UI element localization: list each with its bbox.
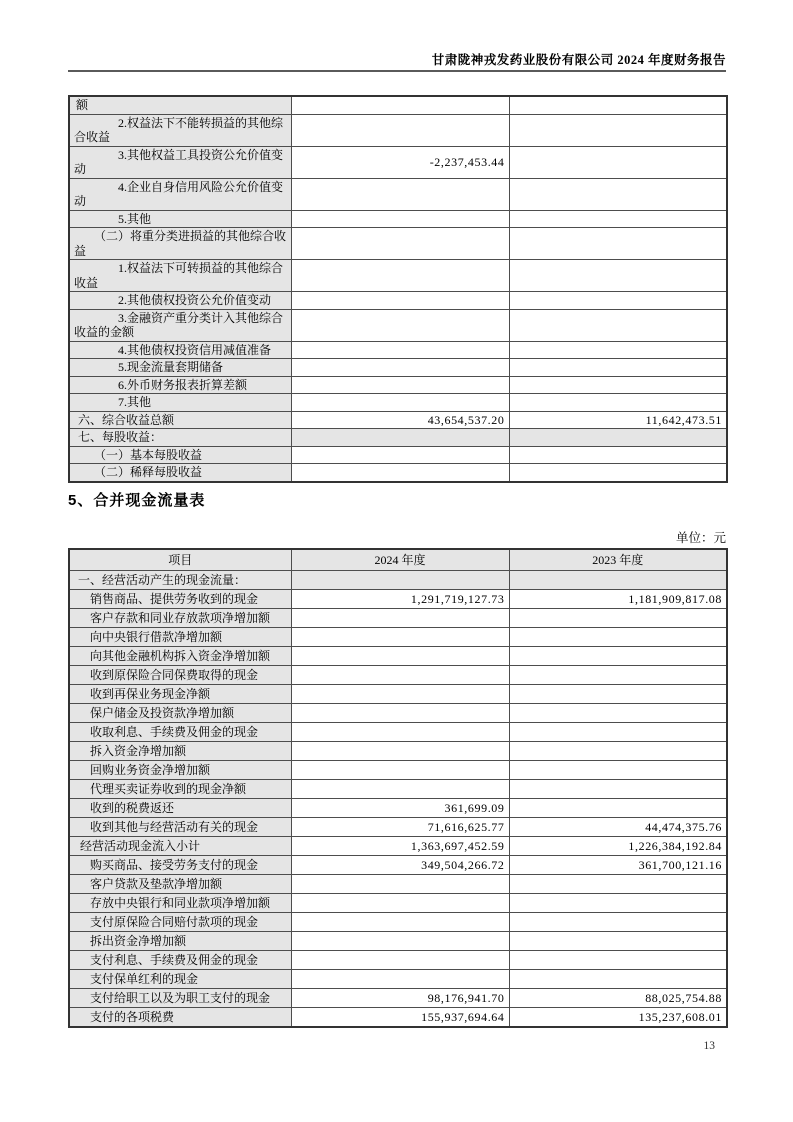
value-2024 bbox=[291, 571, 509, 590]
value-2024 bbox=[291, 394, 509, 412]
value-2023: 88,025,754.88 bbox=[509, 989, 727, 1008]
value-2024: 361,699.09 bbox=[291, 799, 509, 818]
value-2024 bbox=[291, 780, 509, 799]
table-row bbox=[69, 590, 727, 609]
value-2024 bbox=[291, 292, 509, 310]
table-row bbox=[69, 394, 727, 412]
value-2023 bbox=[509, 970, 727, 989]
value-2024 bbox=[291, 723, 509, 742]
value-2023 bbox=[509, 114, 727, 146]
row-label: 一、经营活动产生的现金流量： bbox=[69, 571, 291, 590]
value-2023: 135,237,608.01 bbox=[509, 1008, 727, 1028]
table-row bbox=[69, 359, 727, 377]
value-2023 bbox=[509, 359, 727, 377]
table-row bbox=[69, 146, 727, 178]
value-2023 bbox=[509, 146, 727, 178]
value-2024: 1,291,719,127.73 bbox=[291, 590, 509, 609]
value-2024 bbox=[291, 761, 509, 780]
column-header-2023: 2023 年度 bbox=[509, 549, 727, 571]
value-2023 bbox=[509, 464, 727, 482]
value-2023 bbox=[509, 932, 727, 951]
table-row bbox=[69, 260, 727, 292]
table-row bbox=[69, 464, 727, 482]
row-label: 收到的税费返还 bbox=[69, 799, 291, 818]
section-heading-cash-flow-statement: 5、合并现金流量表 bbox=[68, 492, 206, 509]
value-2024 bbox=[291, 341, 509, 359]
value-2023 bbox=[509, 341, 727, 359]
value-2023 bbox=[509, 394, 727, 412]
column-header-item: 项目 bbox=[69, 549, 291, 571]
value-2023 bbox=[509, 704, 727, 723]
row-label: 保户储金及投资款净增加额 bbox=[69, 704, 291, 723]
row-label: 七、每股收益： bbox=[69, 429, 291, 447]
value-2023 bbox=[509, 723, 727, 742]
value-2023 bbox=[509, 666, 727, 685]
value-2023 bbox=[509, 780, 727, 799]
table-row bbox=[69, 446, 727, 464]
value-2024 bbox=[291, 359, 509, 377]
table-row bbox=[69, 818, 727, 837]
row-label: 1.权益法下可转损益的其他综合收益 bbox=[69, 260, 291, 292]
row-label: 收到再保业务现金净额 bbox=[69, 685, 291, 704]
value-2023 bbox=[509, 376, 727, 394]
row-label: 向中央银行借款净增加额 bbox=[69, 628, 291, 647]
row-label: 4.企业自身信用风险公允价值变动 bbox=[69, 178, 291, 210]
value-2024: 71,616,625.77 bbox=[291, 818, 509, 837]
value-2023 bbox=[509, 309, 727, 341]
row-label: （一）基本每股收益 bbox=[69, 446, 291, 464]
table-row bbox=[69, 837, 727, 856]
row-label: 3.其他权益工具投资公允价值变动 bbox=[69, 146, 291, 178]
value-2024 bbox=[291, 114, 509, 146]
value-2024: 349,504,266.72 bbox=[291, 856, 509, 875]
table-row bbox=[69, 685, 727, 704]
value-2024 bbox=[291, 875, 509, 894]
value-2023 bbox=[509, 96, 727, 114]
value-2024: 43,654,537.20 bbox=[291, 411, 509, 429]
row-label: 额 bbox=[69, 96, 291, 114]
value-2024 bbox=[291, 609, 509, 628]
report-header-title: 甘肃陇神戎发药业股份有限公司 2024 年度财务报告 bbox=[431, 53, 726, 67]
table-row bbox=[69, 723, 727, 742]
row-label: 5.其他 bbox=[69, 210, 291, 228]
value-2024 bbox=[291, 464, 509, 482]
row-label: 经营活动现金流入小计 bbox=[69, 837, 291, 856]
value-2023 bbox=[509, 292, 727, 310]
table-row bbox=[69, 210, 727, 228]
value-2024 bbox=[291, 309, 509, 341]
value-2023 bbox=[509, 894, 727, 913]
table-row bbox=[69, 989, 727, 1008]
table-row bbox=[69, 571, 727, 590]
row-label: 销售商品、提供劳务收到的现金 bbox=[69, 590, 291, 609]
page-number: 13 bbox=[703, 1040, 715, 1052]
row-label: 向其他金融机构拆入资金净增加额 bbox=[69, 647, 291, 666]
value-2024 bbox=[291, 894, 509, 913]
row-label: 拆出资金净增加额 bbox=[69, 932, 291, 951]
table-row bbox=[69, 856, 727, 875]
table-row bbox=[69, 970, 727, 989]
table-row bbox=[69, 1008, 727, 1028]
row-label: 拆入资金净增加额 bbox=[69, 742, 291, 761]
unit-label: 单位：元 bbox=[675, 531, 726, 545]
table-row bbox=[69, 411, 727, 429]
value-2024: 98,176,941.70 bbox=[291, 989, 509, 1008]
value-2024 bbox=[291, 932, 509, 951]
row-label: 存放中央银行和同业款项净增加额 bbox=[69, 894, 291, 913]
value-2024 bbox=[291, 628, 509, 647]
value-2024 bbox=[291, 96, 509, 114]
table-row bbox=[69, 761, 727, 780]
table-row bbox=[69, 429, 727, 447]
table-row bbox=[69, 114, 727, 146]
table-header-row bbox=[69, 549, 727, 571]
value-2023 bbox=[509, 799, 727, 818]
value-2023: 361,700,121.16 bbox=[509, 856, 727, 875]
value-2023 bbox=[509, 913, 727, 932]
row-label: 支付给职工以及为职工支付的现金 bbox=[69, 989, 291, 1008]
table-row bbox=[69, 913, 727, 932]
row-label: 收取利息、手续费及佣金的现金 bbox=[69, 723, 291, 742]
table-row bbox=[69, 341, 727, 359]
row-label: 2.其他债权投资公允价值变动 bbox=[69, 292, 291, 310]
value-2023 bbox=[509, 685, 727, 704]
row-label: 客户存款和同业存放款项净增加额 bbox=[69, 609, 291, 628]
table-row bbox=[69, 376, 727, 394]
value-2024 bbox=[291, 376, 509, 394]
table-row bbox=[69, 704, 727, 723]
table-row bbox=[69, 228, 727, 260]
table-row bbox=[69, 96, 727, 114]
table-row bbox=[69, 609, 727, 628]
value-2024 bbox=[291, 970, 509, 989]
row-label: （二）将重分类进损益的其他综合收益 bbox=[69, 228, 291, 260]
value-2023 bbox=[509, 742, 727, 761]
value-2023 bbox=[509, 951, 727, 970]
value-2024 bbox=[291, 228, 509, 260]
table-row bbox=[69, 647, 727, 666]
value-2023 bbox=[509, 628, 727, 647]
value-2023 bbox=[509, 178, 727, 210]
value-2023 bbox=[509, 260, 727, 292]
value-2023 bbox=[509, 228, 727, 260]
table-row bbox=[69, 292, 727, 310]
value-2024 bbox=[291, 210, 509, 228]
header-divider-line bbox=[68, 70, 726, 72]
table-row bbox=[69, 309, 727, 341]
value-2024 bbox=[291, 704, 509, 723]
row-label: 7.其他 bbox=[69, 394, 291, 412]
value-2023 bbox=[509, 429, 727, 447]
value-2024 bbox=[291, 951, 509, 970]
row-label: 3.金融资产重分类计入其他综合收益的金额 bbox=[69, 309, 291, 341]
value-2023 bbox=[509, 875, 727, 894]
row-label: （二）稀释每股收益 bbox=[69, 464, 291, 482]
table-row bbox=[69, 875, 727, 894]
value-2024: 155,937,694.64 bbox=[291, 1008, 509, 1028]
value-2024 bbox=[291, 666, 509, 685]
row-label: 回购业务资金净增加额 bbox=[69, 761, 291, 780]
value-2023 bbox=[509, 446, 727, 464]
row-label: 支付保单红利的现金 bbox=[69, 970, 291, 989]
value-2024 bbox=[291, 647, 509, 666]
value-2023 bbox=[509, 571, 727, 590]
row-label: 2.权益法下不能转损益的其他综合收益 bbox=[69, 114, 291, 146]
cash-flow-table bbox=[68, 548, 728, 1028]
row-label: 购买商品、接受劳务支付的现金 bbox=[69, 856, 291, 875]
value-2023 bbox=[509, 647, 727, 666]
table-row bbox=[69, 742, 727, 761]
value-2024 bbox=[291, 913, 509, 932]
row-label: 收到原保险合同保费取得的现金 bbox=[69, 666, 291, 685]
row-label: 6.外币财务报表折算差额 bbox=[69, 376, 291, 394]
column-header-2024: 2024 年度 bbox=[291, 549, 509, 571]
value-2024: 1,363,697,452.59 bbox=[291, 837, 509, 856]
value-2024 bbox=[291, 260, 509, 292]
value-2024 bbox=[291, 446, 509, 464]
table-row bbox=[69, 178, 727, 210]
row-label: 支付利息、手续费及佣金的现金 bbox=[69, 951, 291, 970]
table-row bbox=[69, 799, 727, 818]
table-row bbox=[69, 628, 727, 647]
value-2023 bbox=[509, 609, 727, 628]
value-2023: 1,226,384,192.84 bbox=[509, 837, 727, 856]
value-2024 bbox=[291, 685, 509, 704]
table-row bbox=[69, 666, 727, 685]
value-2023: 11,642,473.51 bbox=[509, 411, 727, 429]
value-2023: 44,474,375.76 bbox=[509, 818, 727, 837]
row-label: 客户贷款及垫款净增加额 bbox=[69, 875, 291, 894]
row-label: 代理买卖证券收到的现金净额 bbox=[69, 780, 291, 799]
table-row bbox=[69, 894, 727, 913]
table-row bbox=[69, 951, 727, 970]
row-label: 4.其他债权投资信用减值准备 bbox=[69, 341, 291, 359]
row-label: 六、综合收益总额 bbox=[69, 411, 291, 429]
row-label: 5.现金流量套期储备 bbox=[69, 359, 291, 377]
comprehensive-income-table bbox=[68, 95, 728, 483]
value-2023 bbox=[509, 210, 727, 228]
table-row bbox=[69, 932, 727, 951]
value-2024 bbox=[291, 178, 509, 210]
value-2023: 1,181,909,817.08 bbox=[509, 590, 727, 609]
row-label: 支付的各项税费 bbox=[69, 1008, 291, 1028]
value-2024: -2,237,453.44 bbox=[291, 146, 509, 178]
value-2023 bbox=[509, 761, 727, 780]
table-row bbox=[69, 780, 727, 799]
row-label: 支付原保险合同赔付款项的现金 bbox=[69, 913, 291, 932]
value-2024 bbox=[291, 429, 509, 447]
value-2024 bbox=[291, 742, 509, 761]
row-label: 收到其他与经营活动有关的现金 bbox=[69, 818, 291, 837]
